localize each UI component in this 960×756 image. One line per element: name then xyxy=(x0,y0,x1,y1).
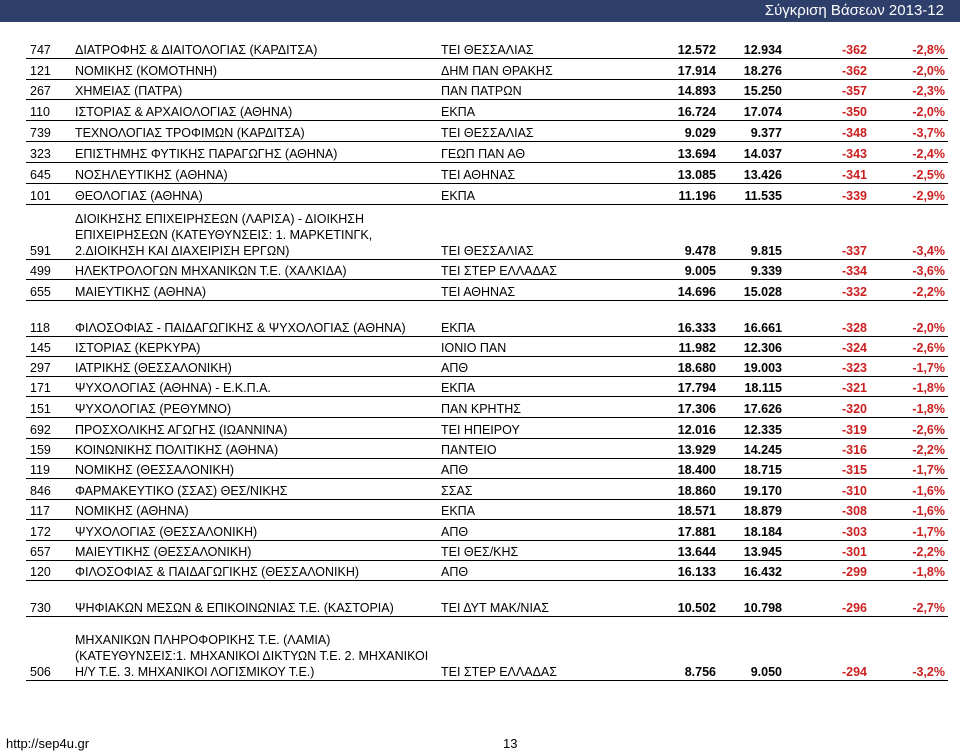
cell-base-2012: 9.339 xyxy=(718,259,784,279)
cell-base-2012: 19.003 xyxy=(718,356,784,376)
cell-department: ΨΥΧΟΛΟΓΙΑΣ (ΑΘΗΝΑ) - Ε.Κ.Π.Α. xyxy=(72,376,438,396)
cell-difference: -301 xyxy=(784,540,870,560)
cell-department: ΘΕΟΛΟΓΙΑΣ (ΑΘΗΝΑ) xyxy=(72,183,438,204)
table-row xyxy=(26,560,948,580)
cell-base-2013: 14.696 xyxy=(634,279,718,300)
cell-code: 119 xyxy=(26,458,72,478)
cell-base-2012: 18.715 xyxy=(718,458,784,478)
cell-base-2013: 18.400 xyxy=(634,458,718,478)
cell-base-2013: 11.196 xyxy=(634,183,718,204)
cell-base-2013: 13.085 xyxy=(634,162,718,183)
cell-base-2013: 16.333 xyxy=(634,300,718,336)
cell-base-2012: 18.276 xyxy=(718,58,784,79)
table-row xyxy=(26,616,948,680)
cell-base-2012: 13.426 xyxy=(718,162,784,183)
cell-percent-change: -1,7% xyxy=(870,356,948,376)
cell-base-2013: 12.572 xyxy=(634,37,718,58)
cell-difference: -350 xyxy=(784,99,870,120)
table-row xyxy=(26,204,948,259)
header-bar xyxy=(0,0,960,22)
cell-percent-change: -2,7% xyxy=(870,580,948,616)
cell-percent-change: -3,7% xyxy=(870,120,948,141)
cell-difference: -328 xyxy=(784,300,870,336)
table-row xyxy=(26,58,948,79)
cell-base-2012: 9.815 xyxy=(718,204,784,259)
cell-base-2013: 16.724 xyxy=(634,99,718,120)
table-row xyxy=(26,259,948,279)
table-row xyxy=(26,499,948,519)
cell-code: 657 xyxy=(26,540,72,560)
table-row xyxy=(26,478,948,499)
cell-department: ΕΠΙΣΤΗΜΗΣ ΦΥΤΙΚΗΣ ΠΑΡΑΓΩΓΗΣ (ΑΘΗΝΑ) xyxy=(72,141,438,162)
cell-department: ΠΡΟΣΧΟΛΙΚΗΣ ΑΓΩΓΗΣ (ΙΩΑΝΝΙΝΑ) xyxy=(72,417,438,438)
cell-base-2012: 12.335 xyxy=(718,417,784,438)
cell-institution: ΠΑΝ ΚΡΗΤΗΣ xyxy=(438,396,634,417)
cell-base-2013: 14.893 xyxy=(634,79,718,99)
cell-institution: ΕΚΠΑ xyxy=(438,300,634,336)
cell-difference: -319 xyxy=(784,417,870,438)
cell-institution: ΤΕΙ ΑΘΗΝΑΣ xyxy=(438,162,634,183)
cell-percent-change: -1,7% xyxy=(870,458,948,478)
cell-code: 506 xyxy=(26,616,72,680)
cell-institution: ΤΕΙ ΣΤΕΡ ΕΛΛΑΔΑΣ xyxy=(438,259,634,279)
cell-institution: ΣΣΑΣ xyxy=(438,478,634,499)
cell-department: ΙΣΤΟΡΙΑΣ (ΚΕΡΚΥΡΑ) xyxy=(72,336,438,356)
table-row xyxy=(26,279,948,300)
cell-base-2012: 18.879 xyxy=(718,499,784,519)
cell-base-2012: 9.377 xyxy=(718,120,784,141)
cell-difference: -343 xyxy=(784,141,870,162)
cell-code: 692 xyxy=(26,417,72,438)
cell-base-2012: 17.626 xyxy=(718,396,784,417)
cell-base-2012: 15.250 xyxy=(718,79,784,99)
cell-difference: -303 xyxy=(784,519,870,540)
cell-institution: ΠΑΝΤΕΙΟ xyxy=(438,438,634,458)
cell-percent-change: -3,4% xyxy=(870,204,948,259)
cell-percent-change: -2,6% xyxy=(870,336,948,356)
cell-base-2013: 17.306 xyxy=(634,396,718,417)
cell-code: 739 xyxy=(26,120,72,141)
cell-base-2012: 15.028 xyxy=(718,279,784,300)
cell-difference: -334 xyxy=(784,259,870,279)
cell-base-2012: 11.535 xyxy=(718,183,784,204)
table-row xyxy=(26,580,948,616)
cell-department: ΧΗΜΕΙΑΣ (ΠΑΤΡΑ) xyxy=(72,79,438,99)
cell-department: ΝΟΜΙΚΗΣ (ΘΕΣΣΑΛΟΝΙΚΗ) xyxy=(72,458,438,478)
table-row xyxy=(26,458,948,478)
cell-institution: ΑΠΘ xyxy=(438,356,634,376)
cell-percent-change: -2,2% xyxy=(870,438,948,458)
cell-institution: ΑΠΘ xyxy=(438,458,634,478)
cell-institution: ΤΕΙ ΔΥΤ ΜΑΚ/ΝΙΑΣ xyxy=(438,580,634,616)
cell-percent-change: -3,6% xyxy=(870,259,948,279)
cell-base-2012: 12.934 xyxy=(718,37,784,58)
cell-difference: -308 xyxy=(784,499,870,519)
cell-base-2013: 11.982 xyxy=(634,336,718,356)
cell-institution: ΤΕΙ ΘΕΣΣΑΛΙΑΣ xyxy=(438,204,634,259)
cell-base-2013: 13.929 xyxy=(634,438,718,458)
cell-percent-change: -1,6% xyxy=(870,478,948,499)
cell-difference: -315 xyxy=(784,458,870,478)
table-row xyxy=(26,141,948,162)
cell-base-2012: 18.184 xyxy=(718,519,784,540)
table-row xyxy=(26,300,948,336)
cell-code: 747 xyxy=(26,37,72,58)
cell-difference: -320 xyxy=(784,396,870,417)
table-row xyxy=(26,417,948,438)
table-row xyxy=(26,376,948,396)
cell-code: 117 xyxy=(26,499,72,519)
cell-department: ΜΗΧΑΝΙΚΩΝ ΠΛΗΡΟΦΟΡΙΚΗΣ Τ.Ε. (ΛΑΜΙΑ) (ΚΑΤΕΥΘΥΝΣΕΙΣ:1. ΜΗΧΑΝΙΚΟΙ ΔΙΚΤΥΩΝ Τ.Ε. 2. ΜΗΧΑΝΙΚΟΙ Η/Υ Τ.Ε. 3. ΜΗΧΑΝΙΚΟΙ ΛΟΓΙΣΜΙΚΟΥ Τ.Ε.) xyxy=(72,616,438,680)
cell-institution: ΤΕΙ ΘΕΣΣΑΛΙΑΣ xyxy=(438,37,634,58)
cell-base-2013: 18.860 xyxy=(634,478,718,499)
cell-base-2013: 9.029 xyxy=(634,120,718,141)
cell-institution: ΤΕΙ ΑΘΗΝΑΣ xyxy=(438,279,634,300)
cell-code: 121 xyxy=(26,58,72,79)
table-row xyxy=(26,79,948,99)
cell-base-2013: 17.914 xyxy=(634,58,718,79)
cell-difference: -294 xyxy=(784,616,870,680)
cell-base-2012: 17.074 xyxy=(718,99,784,120)
table-row xyxy=(26,438,948,458)
cell-department: ΔΙΑΤΡΟΦΗΣ & ΔΙΑΙΤΟΛΟΓΙΑΣ (ΚΑΡΔΙΤΣΑ) xyxy=(72,37,438,58)
cell-base-2013: 10.502 xyxy=(634,580,718,616)
cell-code: 323 xyxy=(26,141,72,162)
cell-difference: -299 xyxy=(784,560,870,580)
cell-institution: ΑΠΘ xyxy=(438,560,634,580)
cell-institution: ΤΕΙ ΘΕΣ/ΚΗΣ xyxy=(438,540,634,560)
cell-code: 101 xyxy=(26,183,72,204)
cell-base-2013: 8.756 xyxy=(634,616,718,680)
cell-institution: ΤΕΙ ΘΕΣΣΑΛΙΑΣ xyxy=(438,120,634,141)
cell-department: ΦΙΛΟΣΟΦΙΑΣ - ΠΑΙΔΑΓΩΓΙΚΗΣ & ΨΥΧΟΛΟΓΙΑΣ (ΑΘΗΝΑ) xyxy=(72,300,438,336)
cell-department: ΝΟΣΗΛΕΥΤΙΚΗΣ (ΑΘΗΝΑ) xyxy=(72,162,438,183)
table-row xyxy=(26,99,948,120)
cell-base-2012: 14.037 xyxy=(718,141,784,162)
table-row xyxy=(26,37,948,58)
cell-code: 151 xyxy=(26,396,72,417)
cell-base-2013: 18.680 xyxy=(634,356,718,376)
cell-base-2013: 18.571 xyxy=(634,499,718,519)
cell-percent-change: -2,0% xyxy=(870,58,948,79)
cell-institution: ΕΚΠΑ xyxy=(438,99,634,120)
cell-percent-change: -3,2% xyxy=(870,616,948,680)
table-row xyxy=(26,120,948,141)
cell-percent-change: -2,0% xyxy=(870,300,948,336)
cell-base-2013: 17.794 xyxy=(634,376,718,396)
cell-percent-change: -1,7% xyxy=(870,519,948,540)
cell-department: ΨΗΦΙΑΚΩΝ ΜΕΣΩΝ & ΕΠΙΚΟΙΝΩΝΙΑΣ Τ.Ε. (ΚΑΣΤΟΡΙΑ) xyxy=(72,580,438,616)
table-row xyxy=(26,162,948,183)
cell-base-2013: 13.694 xyxy=(634,141,718,162)
cell-code: 267 xyxy=(26,79,72,99)
cell-institution: ΙΟΝΙΟ ΠΑΝ xyxy=(438,336,634,356)
cell-base-2013: 13.644 xyxy=(634,540,718,560)
cell-difference: -348 xyxy=(784,120,870,141)
cell-base-2012: 14.245 xyxy=(718,438,784,458)
cell-department: ΝΟΜΙΚΗΣ (ΑΘΗΝΑ) xyxy=(72,499,438,519)
table-row xyxy=(26,356,948,376)
cell-institution: ΓΕΩΠ ΠΑΝ ΑΘ xyxy=(438,141,634,162)
cell-department: ΨΥΧΟΛΟΓΙΑΣ (ΡΕΘΥΜΝΟ) xyxy=(72,396,438,417)
cell-institution: ΤΕΙ ΗΠΕΙΡΟΥ xyxy=(438,417,634,438)
cell-code: 171 xyxy=(26,376,72,396)
cell-percent-change: -2,5% xyxy=(870,162,948,183)
cell-difference: -362 xyxy=(784,37,870,58)
cell-code: 145 xyxy=(26,336,72,356)
cell-base-2012: 16.661 xyxy=(718,300,784,336)
footer-url[interactable]: http://sep4u.gr xyxy=(6,736,90,751)
cell-difference: -296 xyxy=(784,580,870,616)
cell-institution: ΤΕΙ ΣΤΕΡ ΕΛΛΑΔΑΣ xyxy=(438,616,634,680)
cell-base-2012: 13.945 xyxy=(718,540,784,560)
cell-percent-change: -2,3% xyxy=(870,79,948,99)
table-row xyxy=(26,183,948,204)
cell-percent-change: -1,6% xyxy=(870,499,948,519)
cell-department: ΙΑΤΡΙΚΗΣ (ΘΕΣΣΑΛΟΝΙΚΗ) xyxy=(72,356,438,376)
table-row xyxy=(26,336,948,356)
cell-difference: -324 xyxy=(784,336,870,356)
cell-code: 118 xyxy=(26,300,72,336)
cell-department: ΚΟΙΝΩΝΙΚΗΣ ΠΟΛΙΤΙΚΗΣ (ΑΘΗΝΑ) xyxy=(72,438,438,458)
cell-percent-change: -2,9% xyxy=(870,183,948,204)
cell-code: 645 xyxy=(26,162,72,183)
table-body xyxy=(26,37,948,680)
cell-difference: -341 xyxy=(784,162,870,183)
cell-difference: -321 xyxy=(784,376,870,396)
cell-base-2013: 17.881 xyxy=(634,519,718,540)
table-row xyxy=(26,396,948,417)
cell-base-2012: 10.798 xyxy=(718,580,784,616)
cell-base-2012: 9.050 xyxy=(718,616,784,680)
cell-department: ΙΣΤΟΡΙΑΣ & ΑΡΧΑΙΟΛΟΓΙΑΣ (ΑΘΗΝΑ) xyxy=(72,99,438,120)
table-row xyxy=(26,540,948,560)
cell-difference: -323 xyxy=(784,356,870,376)
cell-institution: ΠΑΝ ΠΑΤΡΩΝ xyxy=(438,79,634,99)
cell-department: ΗΛΕΚΤΡΟΛΟΓΩΝ ΜΗΧΑΝΙΚΩΝ Τ.Ε. (ΧΑΛΚΙΔΑ) xyxy=(72,259,438,279)
cell-department: ΨΥΧΟΛΟΓΙΑΣ (ΘΕΣΣΑΛΟΝΙΚΗ) xyxy=(72,519,438,540)
cell-difference: -316 xyxy=(784,438,870,458)
cell-code: 172 xyxy=(26,519,72,540)
cell-code: 159 xyxy=(26,438,72,458)
cell-difference: -339 xyxy=(784,183,870,204)
page-title: Σύγκριση Βάσεων 2013-12 xyxy=(764,2,944,19)
cell-percent-change: -2,2% xyxy=(870,279,948,300)
cell-code: 120 xyxy=(26,560,72,580)
cell-base-2012: 19.170 xyxy=(718,478,784,499)
cell-code: 297 xyxy=(26,356,72,376)
cell-institution: ΕΚΠΑ xyxy=(438,183,634,204)
comparison-table xyxy=(26,37,948,681)
cell-base-2012: 16.432 xyxy=(718,560,784,580)
cell-percent-change: -2,4% xyxy=(870,141,948,162)
cell-base-2013: 9.005 xyxy=(634,259,718,279)
table-row xyxy=(26,519,948,540)
cell-difference: -310 xyxy=(784,478,870,499)
cell-department: ΝΟΜΙΚΗΣ (ΚΟΜΟΤΗΝΗ) xyxy=(72,58,438,79)
cell-percent-change: -1,8% xyxy=(870,560,948,580)
cell-difference: -337 xyxy=(784,204,870,259)
cell-base-2012: 12.306 xyxy=(718,336,784,356)
cell-percent-change: -2,6% xyxy=(870,417,948,438)
cell-difference: -332 xyxy=(784,279,870,300)
cell-percent-change: -1,8% xyxy=(870,396,948,417)
cell-percent-change: -2,0% xyxy=(870,99,948,120)
cell-code: 499 xyxy=(26,259,72,279)
cell-code: 846 xyxy=(26,478,72,499)
cell-code: 110 xyxy=(26,99,72,120)
cell-base-2013: 9.478 xyxy=(634,204,718,259)
cell-percent-change: -2,8% xyxy=(870,37,948,58)
page-number: 13 xyxy=(503,736,518,751)
cell-department: ΤΕΧΝΟΛΟΓΙΑΣ ΤΡΟΦΙΜΩΝ (ΚΑΡΔΙΤΣΑ) xyxy=(72,120,438,141)
cell-department: ΔΙΟΙΚΗΣΗΣ ΕΠΙΧΕΙΡΗΣΕΩΝ (ΛΑΡΙΣΑ) - ΔΙΟΙΚΗΣΗ ΕΠΙΧΕΙΡΗΣΕΩΝ (ΚΑΤΕΥΘΥΝΣΕΙΣ: 1. ΜΑΡΚΕΤΙΝΓΚ, 2.ΔΙΟΙΚΗΣΗ ΚΑΙ ΔΙΑΧΕΙΡΙΣΗ ΕΡΓΩΝ) xyxy=(72,204,438,259)
cell-institution: ΕΚΠΑ xyxy=(438,376,634,396)
cell-percent-change: -1,8% xyxy=(870,376,948,396)
cell-code: 591 xyxy=(26,204,72,259)
cell-department: ΜΑΙΕΥΤΙΚΗΣ (ΑΘΗΝΑ) xyxy=(72,279,438,300)
cell-difference: -357 xyxy=(784,79,870,99)
cell-institution: ΔΗΜ ΠΑΝ ΘΡΑΚΗΣ xyxy=(438,58,634,79)
cell-base-2012: 18.115 xyxy=(718,376,784,396)
cell-code: 655 xyxy=(26,279,72,300)
cell-institution: ΕΚΠΑ xyxy=(438,499,634,519)
cell-percent-change: -2,2% xyxy=(870,540,948,560)
cell-institution: ΑΠΘ xyxy=(438,519,634,540)
cell-department: ΦΙΛΟΣΟΦΙΑΣ & ΠΑΙΔΑΓΩΓΙΚΗΣ (ΘΕΣΣΑΛΟΝΙΚΗ) xyxy=(72,560,438,580)
cell-base-2013: 12.016 xyxy=(634,417,718,438)
cell-difference: -362 xyxy=(784,58,870,79)
cell-department: ΦΑΡΜΑΚΕΥΤΙΚΟ (ΣΣΑΣ) ΘΕΣ/ΝΙΚΗΣ xyxy=(72,478,438,499)
cell-department: ΜΑΙΕΥΤΙΚΗΣ (ΘΕΣΣΑΛΟΝΙΚΗ) xyxy=(72,540,438,560)
cell-code: 730 xyxy=(26,580,72,616)
cell-base-2013: 16.133 xyxy=(634,560,718,580)
